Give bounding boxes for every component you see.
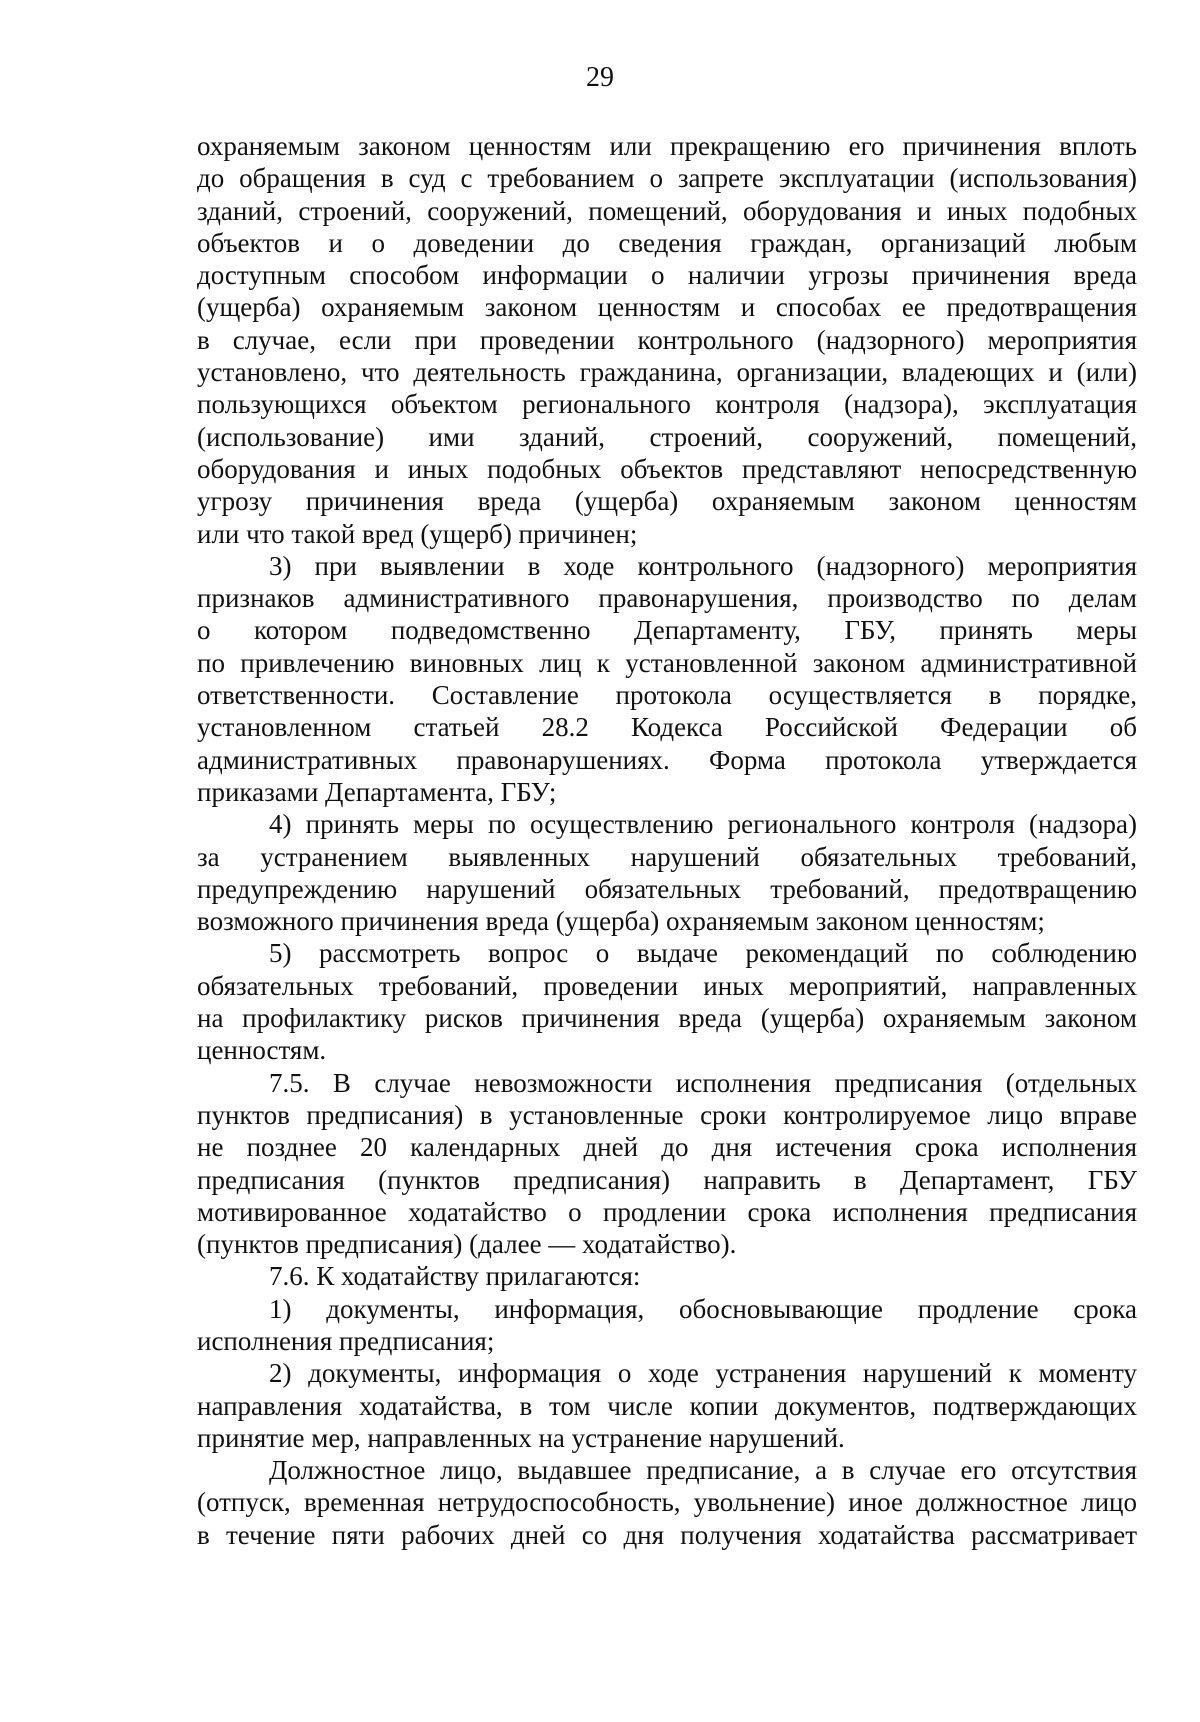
text-line: доступным способом информации о наличии угрозы причинения вреда (197, 260, 1137, 291)
text-line: (пунктов предписания) (далее — ходатайство). (197, 1229, 737, 1260)
text-line: признаков административного правонарушения, производство по делам (197, 583, 1137, 614)
text-line: приказами Департамента, ГБУ; (197, 776, 557, 807)
text-line: в случае, если при проведении контрольного (надзорного) мероприятия (197, 324, 1137, 355)
text-line: в течение пяти рабочих дней со дня получения ходатайства рассматривает (197, 1519, 1137, 1550)
page-number: 29 (586, 62, 614, 93)
text-line: угрозу причинения вреда (ущерба) охраняемым законом ценностям (197, 486, 1137, 517)
text-line: административных правонарушениях. Форма протокола утверждается (197, 744, 1137, 775)
text-line: оборудования и иных подобных объектов представляют непосредственную (197, 453, 1137, 484)
text-line: 2) документы, информация о ходе устранения нарушений к моменту (269, 1358, 1137, 1389)
text-line: за устранением выявленных нарушений обязательных требований, (197, 841, 1137, 872)
document-body (197, 130, 1137, 1551)
text-line: или что такой вред (ущерб) причинен; (197, 518, 638, 549)
text-line: 3) при выявлении в ходе контрольного (надзорного) мероприятия (269, 550, 1137, 581)
text-line: 1) документы, информация, обосновывающие продление срока (269, 1293, 1137, 1324)
text-line: 7.5. В случае невозможности исполнения предписания (отдельных (269, 1067, 1137, 1098)
text-line: ценностям. (197, 1035, 327, 1066)
text-line: о котором подведомственно Департаменту, ГБУ, принять меры (197, 615, 1137, 646)
text-line: возможного причинения вреда (ущерба) охраняемым законом ценностям; (197, 906, 1045, 937)
text-line: не позднее 20 календарных дней до дня истечения срока исполнения (197, 1132, 1137, 1163)
text-line: (отпуск, временная нетрудоспособность, увольнение) иное должностное лицо (197, 1487, 1137, 1518)
text-line: пунктов предписания) в установленные сроки контролируемое лицо вправе (197, 1099, 1137, 1130)
text-line: (использование) ими зданий, строений, сооружений, помещений, (197, 421, 1137, 452)
text-line: исполнения предписания; (197, 1325, 495, 1356)
text-line: по привлечению виновных лиц к установленной законом административной (197, 647, 1137, 678)
text-line: обязательных требований, проведении иных мероприятий, направленных (197, 970, 1137, 1001)
text-line: на профилактику рисков причинения вреда (ущерба) охраняемым законом (197, 1003, 1137, 1034)
text-line: принятие мер, направленных на устранение нарушений. (197, 1422, 845, 1453)
text-line: направления ходатайства, в том числе копии документов, подтверждающих (197, 1390, 1137, 1421)
text-line: охраняемым законом ценностям или прекращению его причинения вплоть (197, 131, 1137, 161)
text-line: 4) принять меры по осуществлению регионального контроля (надзора) (269, 809, 1137, 840)
text-line: (ущерба) охраняемым законом ценностям и способах ее предотвращения (197, 292, 1137, 323)
text-line: зданий, строений, сооружений, помещений, оборудования и иных подобных (197, 195, 1137, 226)
text-line: установленном статьей 28.2 Кодекса Российской Федерации об (197, 712, 1137, 743)
text-line: предписания (пунктов предписания) направить в Департамент, ГБУ (197, 1164, 1137, 1195)
text-line: до обращения в суд с требованием о запрете эксплуатации (использования) (197, 163, 1137, 194)
text-line: пользующихся объектом регионального контроля (надзора), эксплуатация (197, 389, 1137, 420)
text-line: 5) рассмотреть вопрос о выдаче рекомендаций по соблюдению (269, 938, 1137, 969)
text-line: Должностное лицо, выдавшее предписание, а в случае его отсутствия (269, 1455, 1137, 1486)
text-line: ответственности. Составление протокола осуществляется в порядке, (197, 680, 1137, 711)
text-line: объектов и о доведении до сведения граждан, организаций любым (197, 227, 1137, 258)
text-line: установлено, что деятельность гражданина, организации, владеющих и (или) (197, 357, 1137, 388)
text-line: мотивированное ходатайство о продлении срока исполнения предписания (197, 1196, 1137, 1227)
text-line: 7.6. К ходатайству прилагаются: (269, 1261, 641, 1292)
text-line: предупреждению нарушений обязательных требований, предотвращению (197, 873, 1137, 904)
